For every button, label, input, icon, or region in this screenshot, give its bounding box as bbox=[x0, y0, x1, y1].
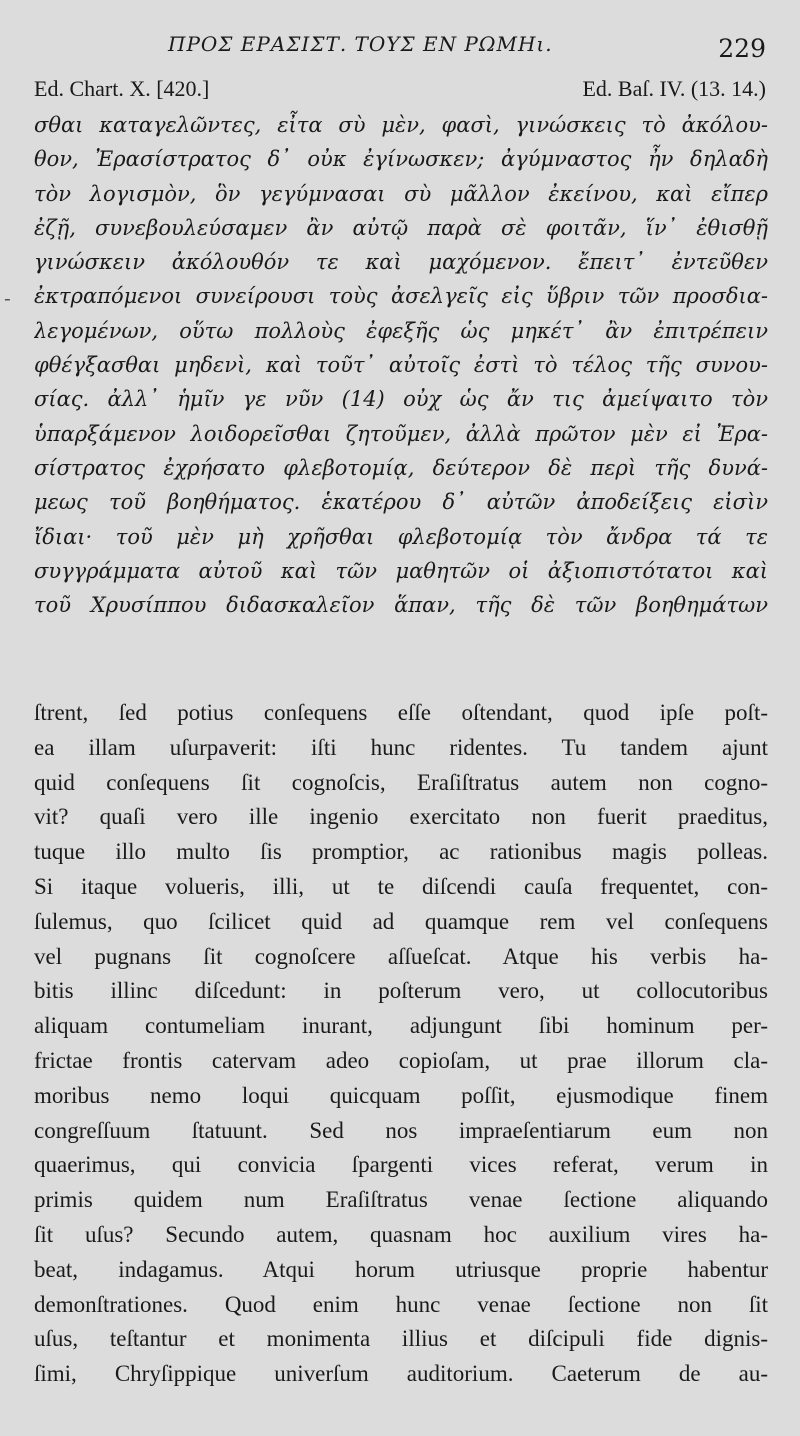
margin-mark: - bbox=[4, 286, 11, 310]
latin-line: ſulemus, quo ſcilicet quid ad quamque rem vel conſequens bbox=[34, 908, 768, 934]
greek-line: ἐζῇ, συνεβουλεύσαμεν ἂν αὐτῷ παρὰ σὲ φοιτᾶν, ἵν᾽ ἐθισθῇ bbox=[34, 215, 768, 240]
latin-line: Si itaque volueris, illi, ut te diſcendi cauſa frequentet, con- bbox=[34, 873, 768, 899]
greek-line: ἐκτραπόμενοι συνείρουσι τοὺς ἀσελγεῖς εἰς ὕβριν τῶν προσδια- bbox=[34, 284, 768, 309]
running-head bbox=[0, 30, 800, 64]
greek-line: σθαι καταγελῶντες, εἶτα σὺ μὲν, φασὶ, γινώσκεις τὸ ἀκόλου- bbox=[34, 113, 768, 137]
latin-line: bitis illinc diſcedunt: in poſterum vero, ut collocutoribus bbox=[34, 978, 768, 1004]
greek-line: ὑπαρξάμενον λοιδορεῖσθαι ζητοῦμεν, ἀλλὰ πρῶτον μὲν εἰ Ἐρα- bbox=[34, 421, 768, 446]
greek-line: σίστρατος ἐχρήσατο φλεβοτομίᾳ, δεύτερον δὲ περὶ τῆς δυνά- bbox=[34, 455, 768, 480]
edition-reference-left: Ed. Chart. X. [420.] bbox=[34, 76, 210, 101]
latin-line: ea illam uſurpaverit: iſti hunc ridentes. Tu tandem ajunt bbox=[34, 734, 768, 760]
greek-line: τοῦ Χρυσίππου διδασκαλεῖον ἅπαν, τῆς δὲ τῶν βοηθημάτων bbox=[34, 593, 768, 618]
latin-line: ſit uſus? Secundo autem, quasnam hoc auxilium vires ha- bbox=[34, 1221, 768, 1247]
latin-line: vit? quaſi vero ille ingenio exercitato non fuerit praeditus, bbox=[34, 804, 768, 830]
greek-text-block bbox=[34, 108, 768, 622]
running-title: ΠΡΟΣ ΕΡΑΣΙΣΤ. ΤΟΥΣ ΕΝ ΡΩΜΗι. bbox=[168, 32, 553, 56]
greek-line: λεγομένων, οὕτω πολλοὺς ἐφεξῆς ὡς μηκέτ᾽ ἂν ἐπιτρέπειν bbox=[34, 318, 768, 343]
latin-line: ſtrent, ſed potius conſequens eſſe oſtendant, quod ipſe poſt- bbox=[34, 700, 768, 725]
latin-line: frictae frontis catervam adeo copioſam, ut prae illorum cla- bbox=[34, 1047, 768, 1073]
latin-text-block bbox=[34, 696, 768, 1392]
latin-line: aliquam contumeliam inurant, adjungunt ſibi hominum per- bbox=[34, 1013, 768, 1039]
latin-line: primis quidem num Eraſiſtratus venae ſectione aliquando bbox=[34, 1187, 768, 1213]
latin-line: tuque illo multo ſis promptior, ac rationibus magis polleas. bbox=[34, 839, 768, 865]
greek-line: συγγράμματα αὐτοῦ καὶ τῶν μαθητῶν οἱ ἀξιοπιστότατοι καὶ bbox=[34, 558, 768, 583]
latin-line: congreſſuum ſtatuunt. Sed nos impraeſentiarum eum non bbox=[34, 1117, 768, 1143]
greek-line: μεως τοῦ βοηθήματος. ἑκατέρου δ᾽ αὐτῶν ἀποδείξεις εἰσὶν bbox=[34, 490, 768, 515]
latin-line: vel pugnans ſit cognoſcere aſſueſcat. Atque his verbis ha- bbox=[34, 943, 768, 969]
latin-line: uſus, teſtantur et monimenta illius et diſcipuli fide dignis- bbox=[34, 1326, 768, 1352]
latin-line: quaerimus, qui convicia ſpargenti vices referat, verum in bbox=[34, 1152, 768, 1178]
greek-line: φθέγξασθαι μηδενὶ, καὶ τοῦτ᾽ αὐτοῖς ἐστὶ τὸ τέλος τῆς συνου- bbox=[34, 353, 768, 378]
latin-line: demonſtrationes. Quod enim hunc venae ſectione non ſit bbox=[34, 1291, 768, 1317]
greek-line: σίας. ἀλλ᾽ ἡμῖν γε νῦν (14) οὐχ ὡς ἄν τις ἀμείψαιτο τὸν bbox=[34, 387, 768, 412]
latin-line: moribus nemo loqui quicquam poſſit, ejusmodique finem bbox=[34, 1082, 768, 1108]
greek-line: τὸν λογισμὸν, ὃν γεγύμνασαι σὺ μᾶλλον ἐκείνου, καὶ εἴπερ bbox=[34, 181, 768, 206]
page-number: 229 bbox=[718, 34, 766, 63]
edition-reference-right: Ed. Baſ. IV. (13. 14.) bbox=[582, 76, 766, 101]
greek-line: θον, Ἐρασίστρατος δ᾽ οὐκ ἐγίνωσκεν; ἀγύμναστος ἦν δηλαδὴ bbox=[34, 147, 768, 172]
greek-line: ἴδιαι· τοῦ μὲν μὴ χρῆσθαι φλεβοτομίᾳ τὸν ἄνδρα τά τε bbox=[34, 524, 768, 549]
latin-line: beat, indagamus. Atqui horum utriusque proprie habentur bbox=[34, 1256, 768, 1282]
greek-line: γινώσκειν ἀκόλουθόν τε καὶ μαχόμενον. ἔπειτ᾽ ἐντεῦθεν bbox=[34, 250, 768, 275]
latin-line: quid conſequens ſit cognoſcis, Eraſiſtratus autem non cogno- bbox=[34, 769, 768, 795]
latin-line: ſimi, Chryſippique univerſum auditorium. Caeterum de au- bbox=[34, 1361, 768, 1387]
edition-reference-line bbox=[34, 76, 766, 106]
